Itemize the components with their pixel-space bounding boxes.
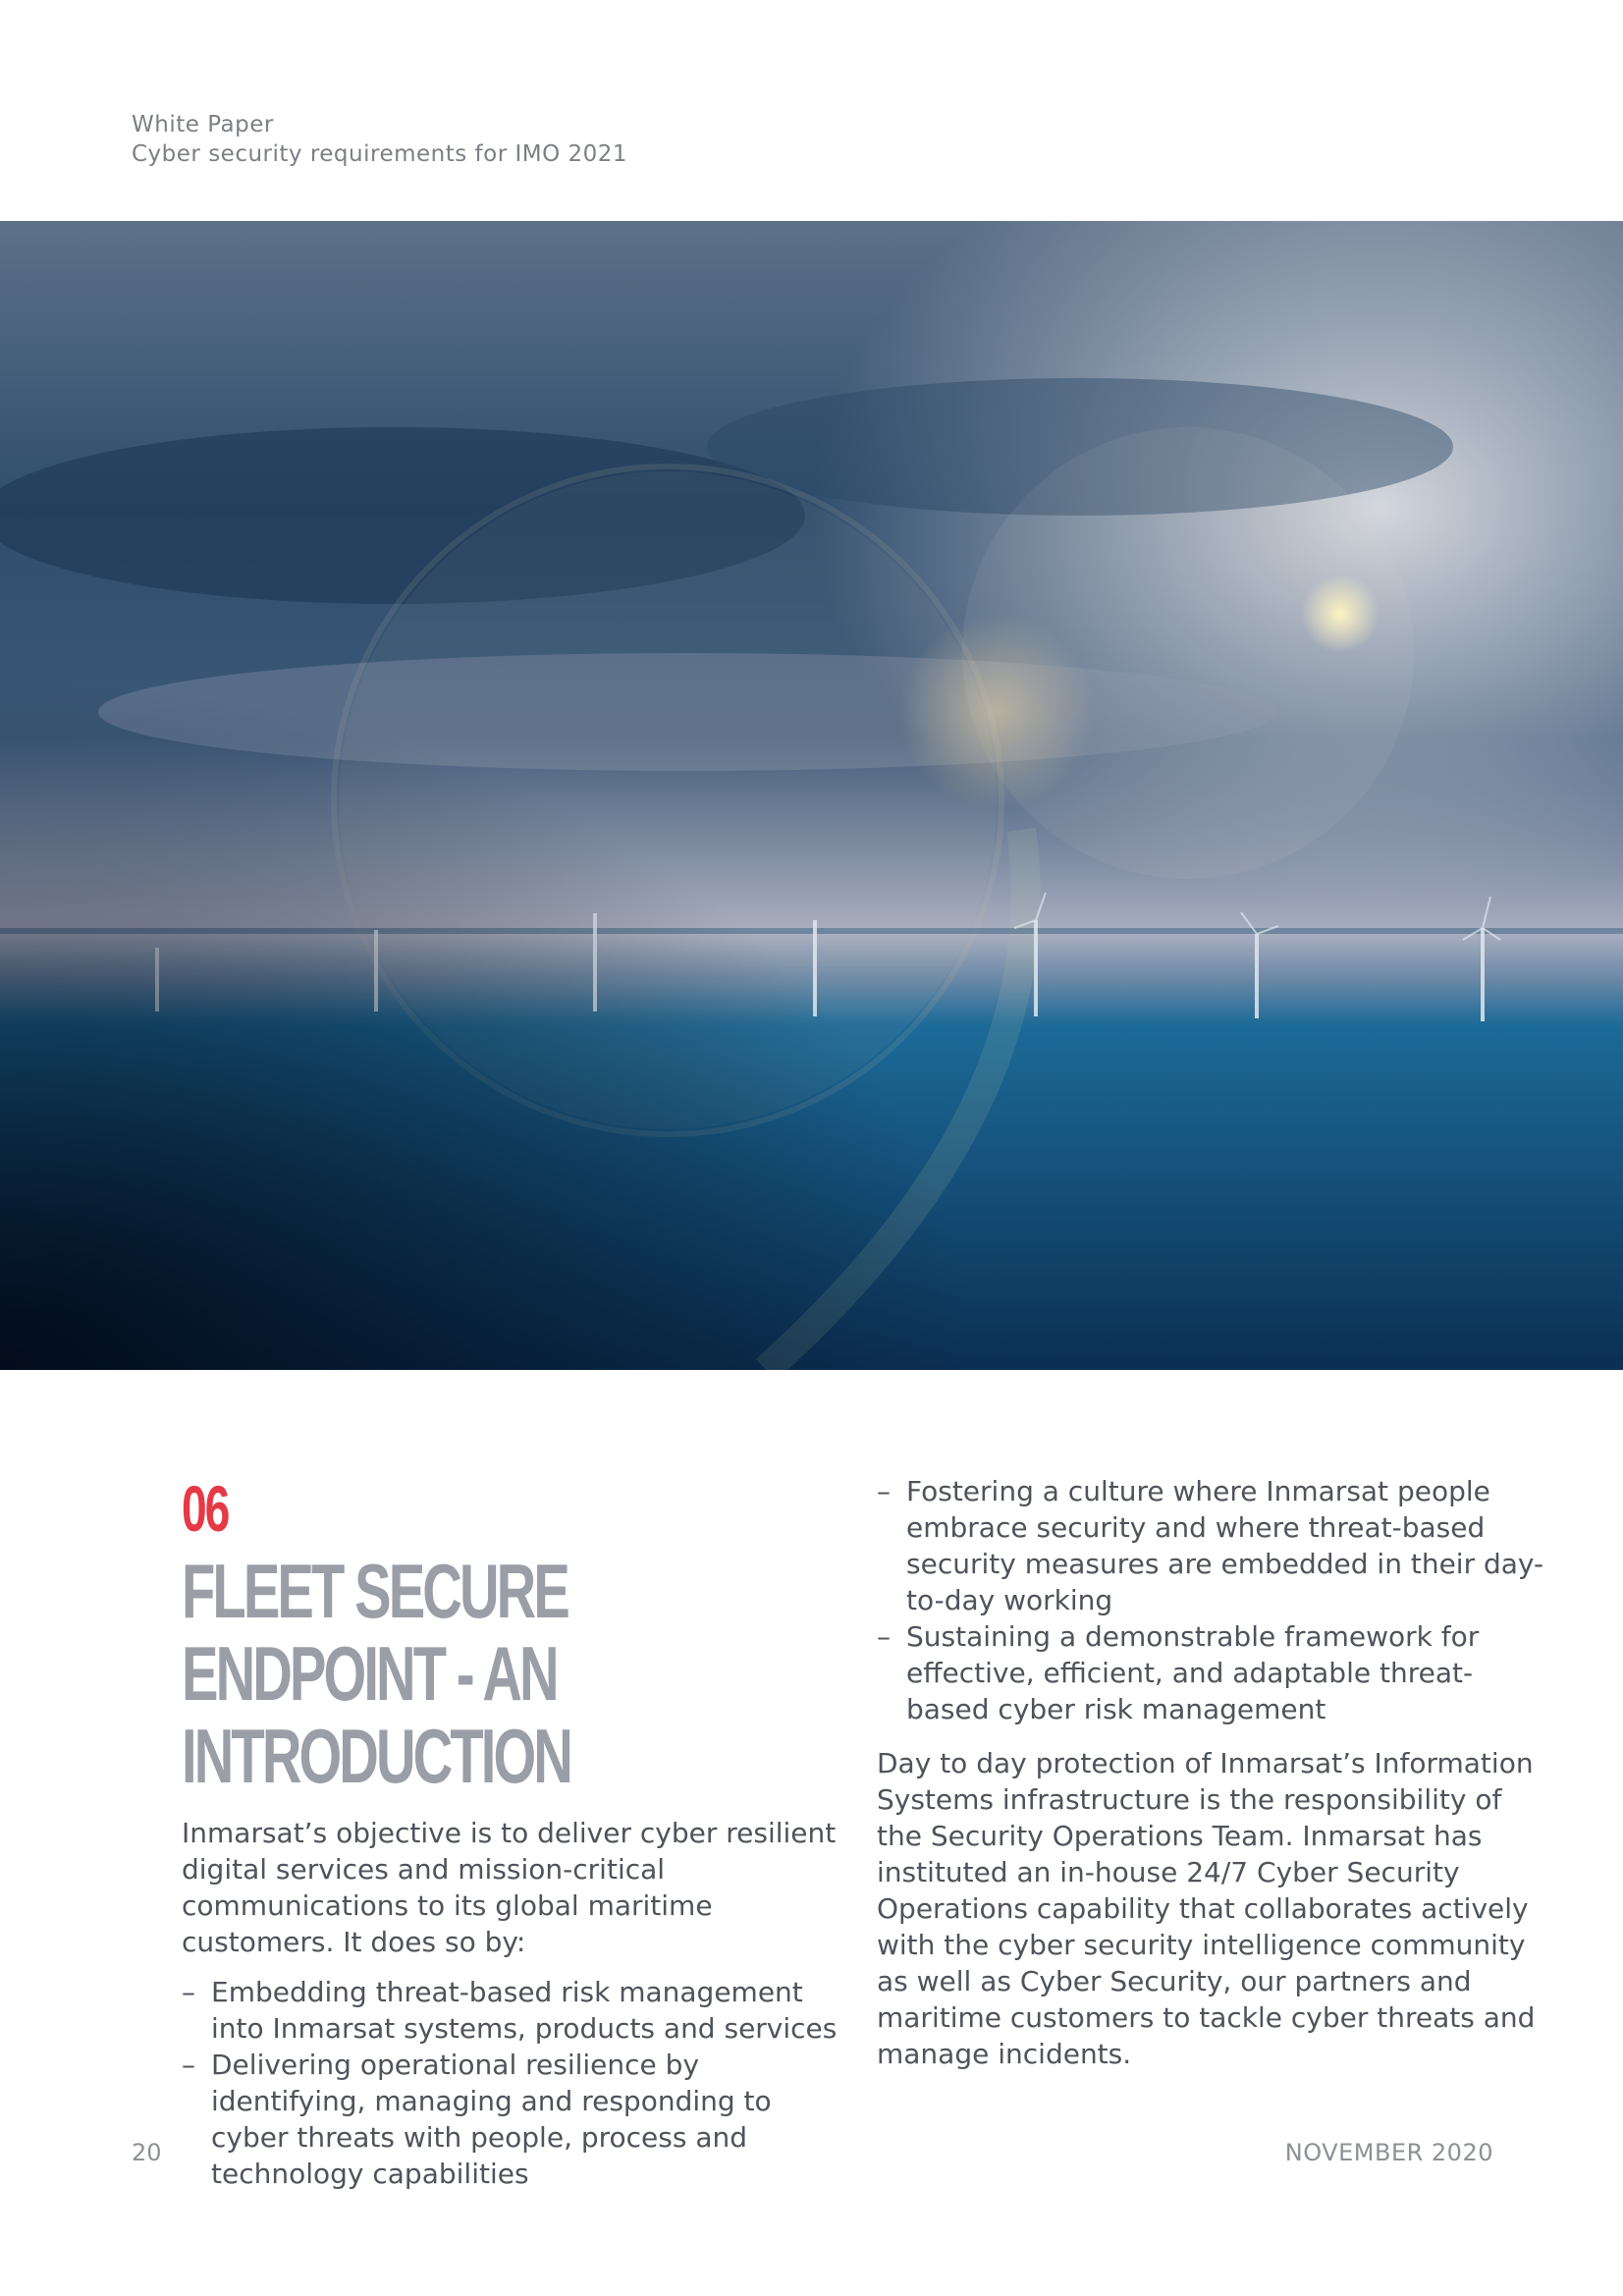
offshore-wind-farm-photo <box>0 221 1623 1370</box>
dash-bullet-icon: – <box>182 1976 195 2008</box>
security-operations-paragraph: Day to day protection of Inmarsat’s Information Systems infrastructure is the responsibility of the Security Operations Team. Inmarsat has instituted an in-house 24/7 Cyber Security Operations capability that collaborates actively with the cyber security intelligence community as well as Cyber Security, our partners and maritime customers to tackle cyber threats and manage incidents. <box>877 1747 1536 2070</box>
section-title-line-1: FLEET SECURE ENDPOINT - AN <box>182 1548 568 1717</box>
dash-bullet-icon: – <box>182 2049 195 2081</box>
left-column <box>182 1473 849 2192</box>
objectives-list-left <box>182 1974 849 2192</box>
header-doc-type: White Paper <box>132 112 274 137</box>
intro-paragraph: Inmarsat’s objective is to deliver cyber resilient digital services and mission-critical communications to its global maritime customers. It does so by: <box>182 1817 837 1958</box>
section-title-line-2: INTRODUCTION <box>182 1713 570 1799</box>
publication-date: NOVEMBER 2020 <box>1284 2139 1493 2166</box>
dash-bullet-icon: – <box>877 1475 891 1507</box>
header-doc-title: Cyber security requirements for IMO 2021 <box>132 141 628 167</box>
list-item: – Embedding threat-based risk management into Inmarsat systems, products and services <box>182 1976 838 2045</box>
section-number: 06 <box>182 1472 229 1545</box>
right-column <box>877 1473 1554 2072</box>
hero-image <box>0 221 1623 1370</box>
dash-bullet-icon: – <box>877 1620 891 1653</box>
section-title <box>182 1550 839 1797</box>
page-number: 20 <box>132 2139 162 2166</box>
list-item: – Delivering operational resilience by identifying, managing and responding to cyber threats with people, process and technology capabilities <box>182 2049 772 2190</box>
list-item: – Fostering a culture where Inmarsat people embrace security and where threat-based security measures are embedded in their day-to-day working <box>877 1475 1544 1616</box>
document-header <box>132 110 627 169</box>
list-item: – Sustaining a demonstrable framework for effective, efficient, and adaptable threat-based cyber risk management <box>877 1620 1480 1725</box>
objectives-list-right <box>877 1473 1554 1727</box>
